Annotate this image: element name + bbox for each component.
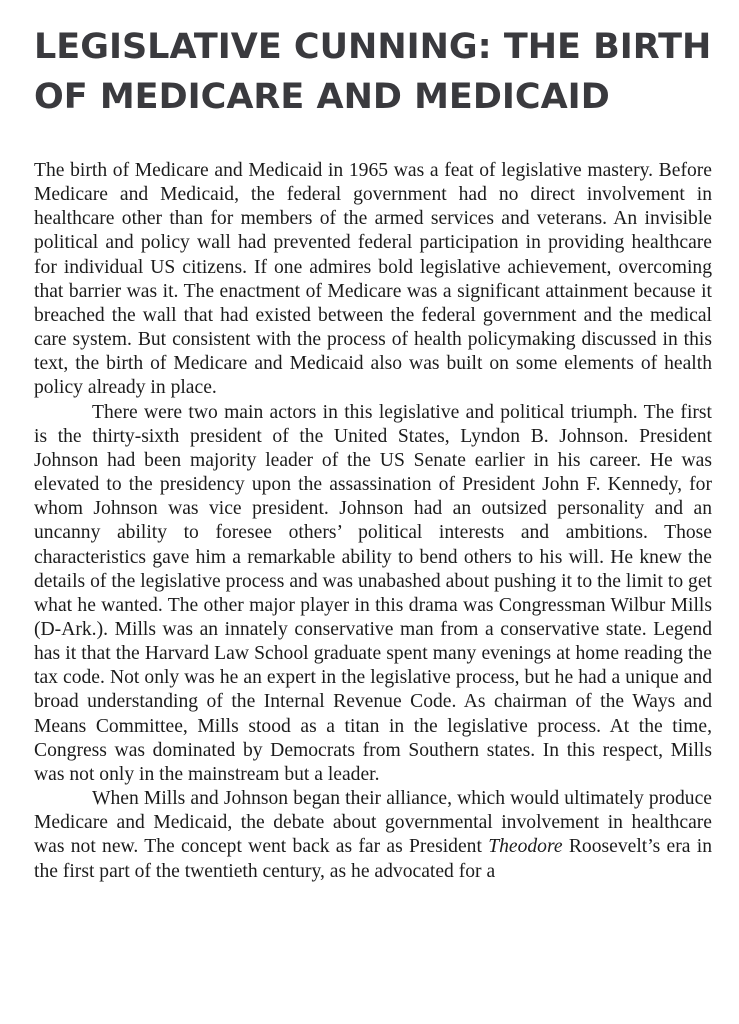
paragraph-1: The birth of Medicare and Medicaid in 1965 was a feat of legislative mastery. Before Medicare and Medicaid, the federal government had no direct involvement in healthcare other than for members of the armed services and veterans. An invisible political and policy wall had prevented federal participation in providing healthcare for individual US citizens. If one admires bold legislative achievement, overcoming that barrier was it. The enactment of Medicare was a significant attainment because it breached the wall that had existed between the federal government and the medical care system. But consistent with the process of health policymaking discussed in this text, the birth of Medicare and Medicaid also was built on some elements of health policy already in place.: [34, 160, 712, 399]
paragraph-3-italic-name: Theodore: [488, 836, 563, 858]
paragraph-3: [34, 787, 712, 884]
chapter-heading: LEGISLATIVE CUNNING: THE BIRTH OF MEDICARE AND MEDICAID: [34, 27, 712, 117]
paragraph-3-text-end: Roosevelt’s era in the first part of the twentieth century, as he advocated for a: [34, 836, 712, 882]
paragraph-3-text-start: When Mills and Johnson began their alliance, which would ultimately produce Medicare and Medicaid, the debate about governmental involvement in healthcare was not new. The concept went back as far as President: [34, 788, 712, 858]
paragraph-2: There were two main actors in this legislative and political triumph. The first is the thirty-sixth president of the United States, Lyndon B. Johnson. President Johnson had been majority leader of the US Senate earlier in his career. He was elevated to the presidency upon the assassination of President John F. Kennedy, for whom Johnson was vice president. Johnson had an outsized personality and an uncanny ability to foresee others’ political interests and ambitions. Those characteristics gave him a remarkable ability to bend others to his will. He knew the details of the legislative process and was unabashed about pushing it to the limit to get what he wanted. The other major player in this drama was Congressman Wilbur Mills (D-Ark.). Mills was an innately conservative man from a conservative state. Legend has it that the Harvard Law School graduate spent many evenings at home reading the tax code. Not only was he an expert in the legislative process, but he had a unique and broad understanding of the Internal Revenue Code. As chairman of the Ways and Means Committee, Mills stood as a titan in the legislative process. At the time, Congress was dominated by Democrats from Southern states. In this respect, Mills was not only in the mainstream but a leader.: [34, 401, 712, 785]
body-text: [34, 159, 712, 884]
